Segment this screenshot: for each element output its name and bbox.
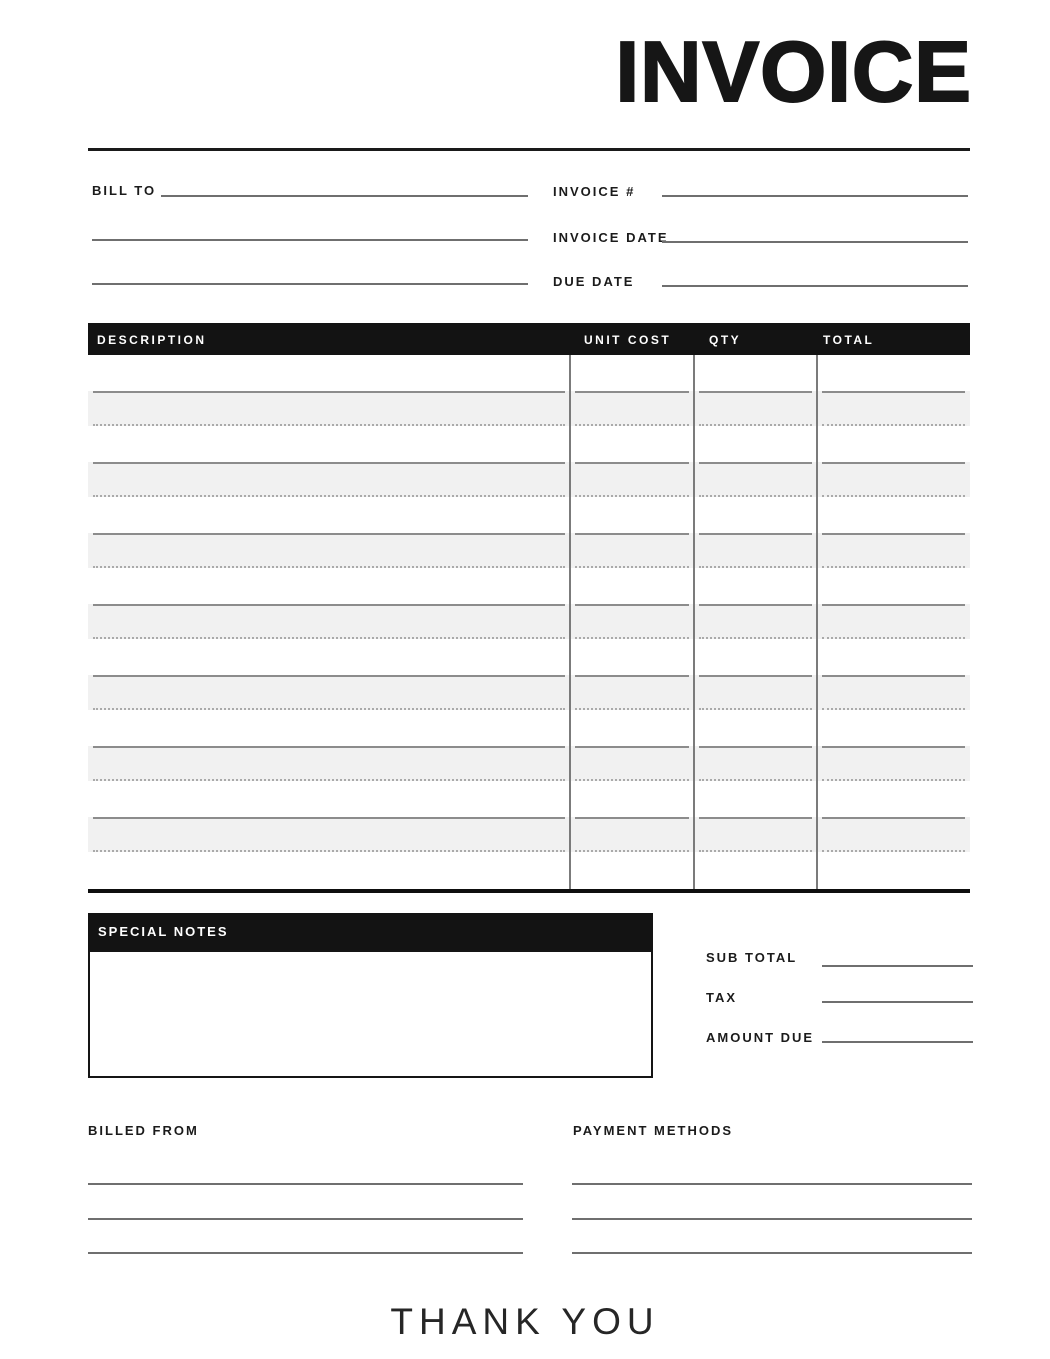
column-header-description: DESCRIPTION <box>97 333 207 347</box>
bill-to-label: BILL TO <box>92 183 157 198</box>
special-notes-header <box>88 913 653 950</box>
item-row <box>88 604 970 639</box>
item-cell <box>699 604 812 639</box>
item-cell <box>699 746 812 781</box>
item-row-space <box>88 497 970 533</box>
item-row <box>88 746 970 781</box>
item-cell <box>699 817 812 852</box>
item-cell <box>93 817 565 852</box>
thank-you-text: THANK YOU <box>390 1301 660 1342</box>
item-row <box>88 462 970 497</box>
column-header-qty: QTY <box>709 333 742 347</box>
item-row-space <box>88 639 970 675</box>
item-cell <box>575 604 689 639</box>
item-cell <box>575 533 689 568</box>
item-cell <box>822 604 965 639</box>
payment-methods-line-1 <box>572 1183 972 1185</box>
special-notes-box <box>88 950 653 1078</box>
item-row-space <box>88 781 970 817</box>
item-cell <box>93 746 565 781</box>
item-cell <box>699 391 812 426</box>
page-title: INVOICE <box>615 25 972 120</box>
item-row <box>88 391 970 426</box>
billed-from-line-1 <box>88 1183 523 1185</box>
amount-due-label: AMOUNT DUE <box>706 1030 815 1045</box>
item-cell <box>575 462 689 497</box>
billed-from-line-3 <box>88 1252 523 1254</box>
item-cell <box>93 462 565 497</box>
item-row <box>88 675 970 710</box>
item-cell <box>822 817 965 852</box>
item-cell <box>575 675 689 710</box>
due-date-label: DUE DATE <box>553 274 635 289</box>
item-row-space <box>88 426 970 462</box>
column-divider-qty-total <box>816 355 818 889</box>
sub-total-label: SUB TOTAL <box>706 950 798 965</box>
column-divider-unit-qty <box>693 355 695 889</box>
table-bottom-border <box>88 889 970 893</box>
item-cell <box>822 675 965 710</box>
item-cell <box>699 533 812 568</box>
payment-methods-line-3 <box>572 1252 972 1254</box>
amount-due-line <box>822 1041 973 1043</box>
bill-to-line-3 <box>92 283 528 285</box>
item-row <box>88 533 970 568</box>
payment-methods-line-2 <box>572 1218 972 1220</box>
item-row-space <box>88 710 970 746</box>
billed-from-line-2 <box>88 1218 523 1220</box>
tax-label: TAX <box>706 990 738 1005</box>
item-cell <box>93 391 565 426</box>
invoice-number-label: INVOICE # <box>553 184 636 199</box>
column-divider-description-unit <box>569 355 571 889</box>
tax-line <box>822 1001 973 1003</box>
item-cell <box>822 391 965 426</box>
item-cell <box>575 746 689 781</box>
invoice-number-line <box>662 195 968 197</box>
due-date-line <box>662 285 968 287</box>
items-table-header <box>88 323 970 355</box>
invoice-date-line <box>662 241 968 243</box>
items-table <box>88 323 970 893</box>
sub-total-line <box>822 965 973 967</box>
table-rows <box>88 355 970 852</box>
item-cell <box>822 533 965 568</box>
item-row-space <box>88 568 970 604</box>
bill-to-line-1 <box>161 195 528 197</box>
column-header-unit-cost: UNIT COST <box>584 333 672 347</box>
invoice-date-label: INVOICE DATE <box>553 230 669 245</box>
billed-from-label: BILLED FROM <box>88 1123 199 1138</box>
item-cell <box>699 462 812 497</box>
item-cell <box>93 533 565 568</box>
special-notes-label: SPECIAL NOTES <box>98 924 229 939</box>
header-divider <box>88 148 970 151</box>
item-cell <box>822 462 965 497</box>
item-cell <box>575 391 689 426</box>
column-header-total: TOTAL <box>823 333 875 347</box>
item-cell <box>93 604 565 639</box>
item-cell <box>699 675 812 710</box>
item-row-space <box>88 852 970 889</box>
item-cell <box>575 817 689 852</box>
item-cell <box>822 746 965 781</box>
bill-to-line-2 <box>92 239 528 241</box>
payment-methods-label: PAYMENT METHODS <box>573 1123 734 1138</box>
item-cell <box>93 675 565 710</box>
table-body <box>88 355 970 889</box>
item-row <box>88 817 970 852</box>
item-row-space <box>88 355 970 391</box>
